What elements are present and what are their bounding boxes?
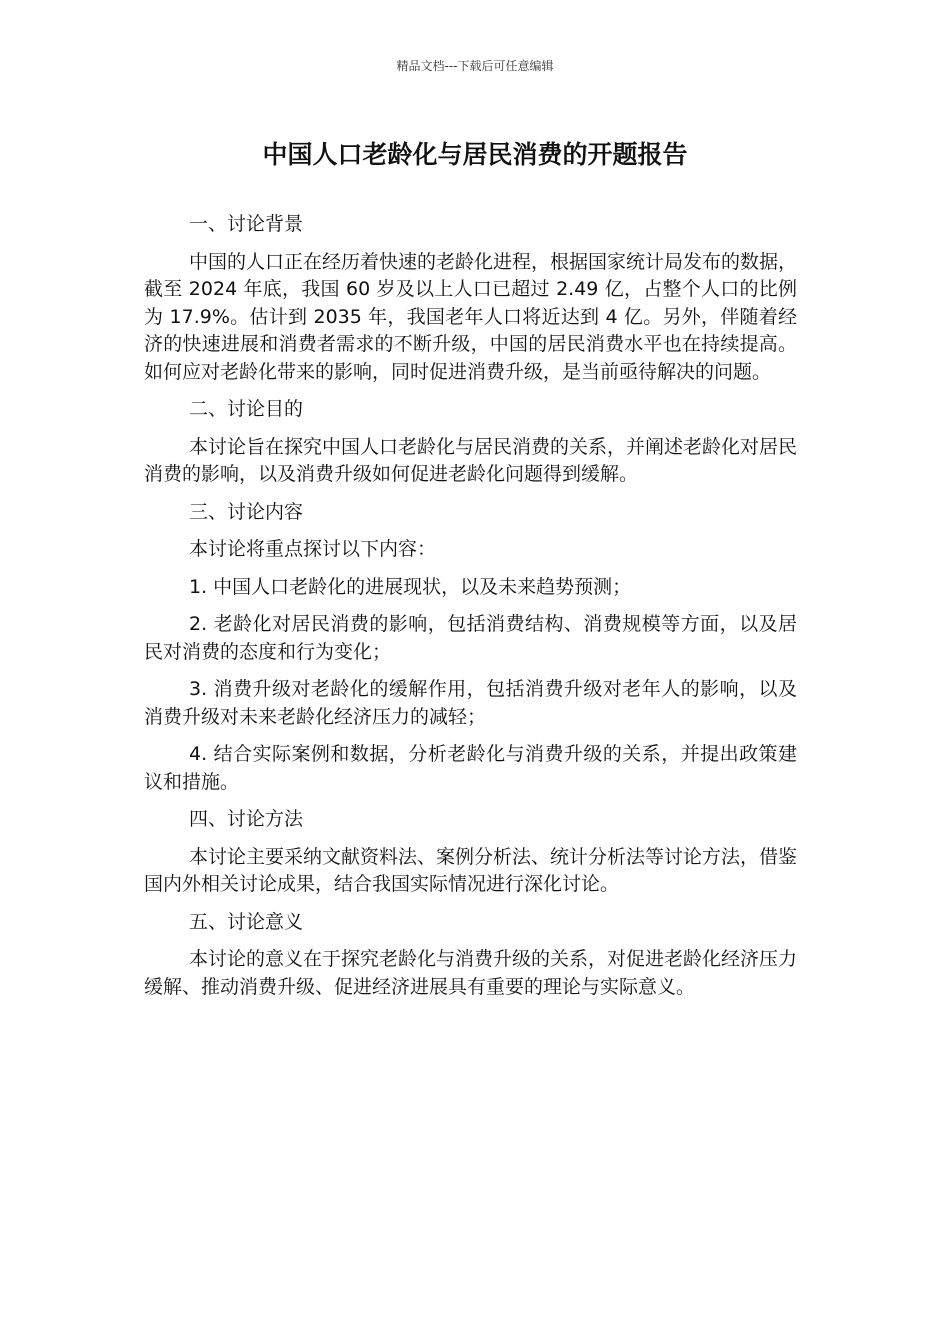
document-body [144,211,797,1011]
paragraph-method: 本讨论主要采纳文献资料法、案例分析法、统计分析法等讨论方法，借鉴国内外相关讨论成果，结合我国实际情况进行深化讨论。 [144,845,798,895]
paragraph-content-intro: 本讨论将重点探讨以下内容： [189,538,437,560]
paragraph-background: 中国的人口正在经历着快速的老龄化进程，根据国家统计局发布的数据，截至 2024 年底，我国 60 岁及以上人口已超过 2.49 亿，占整个人口的比例为 17.9%。估计到 2035 年，我国老年人口将近达到 4 亿。另外，伴随着经济的快速进展和消费者需求的不断升级，中国的居民消费水平也在持续提高。如何应对老龄化带来的影响，同时促进消费升级，是当前亟待解决的问题。 [144,250,798,383]
document-title: 中国人口老龄化与居民消费的开题报告 [262,140,688,169]
list-item-3: 3. 消费升级对老龄化的缓解作用，包括消费升级对老年人的影响，以及消费升级对未来老龄化经济压力的减轻； [144,678,797,728]
section-heading-background: 一、讨论背景 [189,213,304,235]
list-item-4: 4. 结合实际案例和数据，分析老龄化与消费升级的关系，并提出政策建议和措施。 [144,743,797,793]
page-header-watermark: 精品文档---下载后可任意编辑 [396,59,554,73]
section-heading-method: 四、讨论方法 [189,808,304,830]
list-item-1: 1. 中国人口老龄化的进展现状，以及未来趋势预测； [189,575,632,598]
section-heading-purpose: 二、讨论目的 [189,398,304,420]
paragraph-significance: 本讨论的意义在于探究老龄化与消费升级的关系，对促进老龄化经济压力缓解、推动消费升级、促进经济进展具有重要的理论与实际意义。 [144,948,798,998]
section-heading-content: 三、讨论内容 [189,500,304,523]
list-item-2: 2. 老龄化对居民消费的影响，包括消费结构、消费规模等方面，以及居民对消费的态度和行为变化； [144,613,797,663]
section-heading-significance: 五、讨论意义 [189,910,304,933]
paragraph-purpose: 本讨论旨在探究中国人口老龄化与居民消费的关系，并阐述老龄化对居民消费的影响，以及消费升级如何促进老龄化问题得到缓解。 [144,435,798,485]
